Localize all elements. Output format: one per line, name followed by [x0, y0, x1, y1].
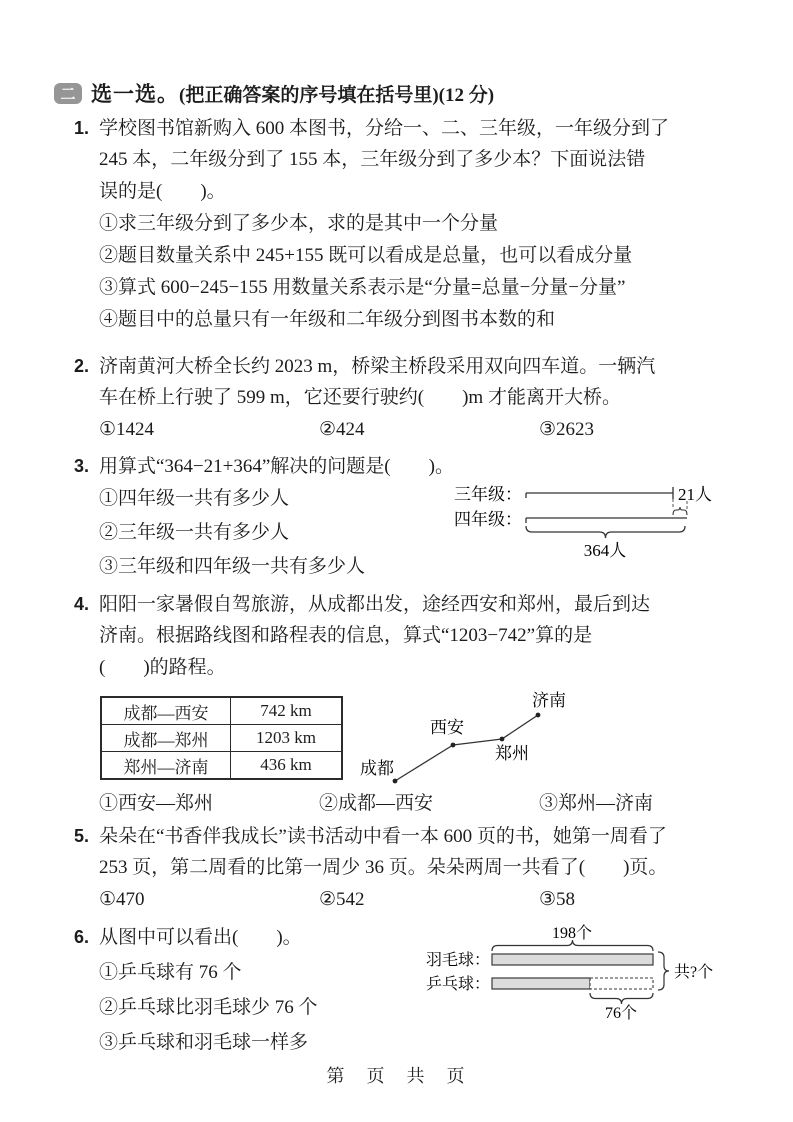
city-label-chengdu: 成都: [360, 759, 394, 778]
route-map: [352, 686, 602, 794]
city-dot-xian: [451, 743, 456, 748]
city-dot-zhengzhou: [500, 737, 505, 742]
distance-cell: 742 km: [231, 697, 343, 725]
option-row: [74, 414, 750, 446]
pingpong-missing-bar: [590, 978, 653, 989]
question-text: 朵朵在“书香伴我成长”读书活动中看一本 600 页的书，她第一周看了: [99, 826, 667, 847]
city-label-jinan: 济南: [532, 691, 566, 710]
question-line: 误的是( )。: [99, 181, 226, 202]
option-line: ①求三年级分到了多少本，求的是其中一个分量: [99, 213, 499, 234]
question-4: [74, 588, 750, 684]
question-line: [74, 350, 750, 382]
question-line: [74, 112, 750, 144]
total-brace: [526, 526, 685, 538]
option-item: ②424: [319, 419, 365, 440]
question-line: 253 页，第二周看的比第一周少 36 页。朵朵两周一共看了( )页。: [99, 857, 668, 878]
right-brace: [658, 952, 669, 990]
question-line: 车在桥上行驶了 599 m，它还要行驶约( )m 才能离开大桥。: [99, 387, 621, 408]
city-label-xian: 西安: [430, 718, 464, 737]
option-item: ③郑州—济南: [539, 793, 654, 814]
question-number: 1.: [74, 118, 90, 138]
question-number: 5.: [74, 826, 90, 846]
option-item: ①470: [99, 889, 145, 910]
q3-line-diagram: [452, 477, 752, 561]
section-title: 选一选。: [91, 82, 179, 106]
question-number: 6.: [74, 927, 90, 947]
question-text: 学校图书馆新购入 600 本图书，分给一、二、三年级，一年级分到了: [99, 118, 670, 139]
option-item: ③58: [539, 889, 576, 910]
option-item: ②成都—西安: [319, 793, 434, 814]
question-number: 3.: [74, 456, 90, 476]
badminton-label: 羽毛球：: [425, 952, 490, 969]
distance-table: [100, 696, 343, 780]
question-4-options: [74, 788, 750, 820]
section-subtitle: (把正确答案的序号填在括号里)(12 分): [179, 84, 495, 106]
option-line: ③算式 600−245−155 用数量关系表示是“分量=总量−分量−分量”: [99, 277, 626, 298]
pingpong-bar: [492, 978, 590, 989]
grade3-label: 三年级：: [454, 485, 522, 504]
option-line: ②三年级一共有多少人: [99, 522, 290, 543]
option-row: [74, 884, 750, 916]
question-line: [74, 588, 750, 620]
difference-label: 21人: [678, 485, 712, 504]
question-text: 济南黄河大桥全长约 2023 m，桥梁主桥段采用双向四车道。一辆汽: [99, 356, 656, 377]
option-line: ①乒乓球有 76 个: [99, 962, 242, 983]
grade4-label: 四年级：: [454, 510, 522, 529]
option-item: ③2623: [539, 419, 595, 440]
section-header: [54, 78, 494, 108]
option-line: ②乒乓球比羽毛球少 76 个: [99, 997, 318, 1018]
pingpong-label: 乒乓球：: [425, 976, 490, 993]
bottom-brace: [590, 993, 653, 1004]
city-dot-jinan: [536, 713, 541, 718]
option-item: ①1424: [99, 419, 155, 440]
question-5: [74, 820, 750, 916]
small-brace: [673, 507, 687, 515]
question-2: [74, 350, 750, 446]
top-brace: [492, 940, 653, 951]
city-dot-chengdu: [393, 779, 398, 784]
question-1: [74, 112, 750, 336]
total-label: 共?个: [674, 964, 714, 981]
distance-cell: 1203 km: [231, 725, 343, 752]
option-line: ③乒乓球和羽毛球一样多: [99, 1032, 309, 1053]
table-row: [101, 725, 342, 752]
option-line: ②题目数量关系中 245+155 既可以看成是总量，也可以看成分量: [99, 245, 633, 266]
question-text: 从图中可以看出( )。: [99, 927, 302, 948]
route-cell: 成都—西安: [101, 697, 231, 725]
question-line: 245 本，二年级分到了 155 本，三年级分到了多少本？下面说法错: [99, 149, 646, 170]
question-line: [74, 820, 750, 852]
option-line: ③三年级和四年级一共有多少人: [99, 556, 366, 577]
section-two-badge: 二: [54, 83, 82, 104]
distance-cell: 436 km: [231, 752, 343, 780]
question-number: 2.: [74, 356, 90, 376]
city-label-zhengzhou: 郑州: [495, 744, 529, 763]
difference-label: 76个: [604, 1005, 638, 1021]
option-line: ①四年级一共有多少人: [99, 488, 290, 509]
option-item: ①西安—郑州: [99, 793, 214, 814]
badminton-bar: [492, 954, 653, 965]
option-line: ④题目中的总量只有一年级和二年级分到图书本数的和: [99, 309, 556, 330]
badminton-count-label: 198个: [551, 925, 593, 942]
option-item: ②542: [319, 889, 365, 910]
option-row: [74, 788, 750, 820]
question-text: 阳阳一家暑假自驾旅游，从成都出发，途经西安和郑州，最后到达: [99, 594, 651, 615]
page-footer: 第 页 共 页: [326, 1066, 467, 1086]
route-cell: 成都—郑州: [101, 725, 231, 752]
route-cell: 郑州—济南: [101, 752, 231, 780]
table-row: [101, 752, 342, 780]
question-line: ( )的路程。: [99, 657, 226, 678]
total-label: 364人: [583, 541, 627, 560]
question-number: 4.: [74, 594, 90, 614]
question-line: 济南。根据路线图和路程表的信息，算式“1203−742”算的是: [99, 625, 593, 646]
q6-bar-diagram: [420, 924, 740, 1021]
question-text: 用算式“364−21+364”解决的问题是( )。: [99, 456, 454, 477]
table-row: [101, 697, 342, 725]
